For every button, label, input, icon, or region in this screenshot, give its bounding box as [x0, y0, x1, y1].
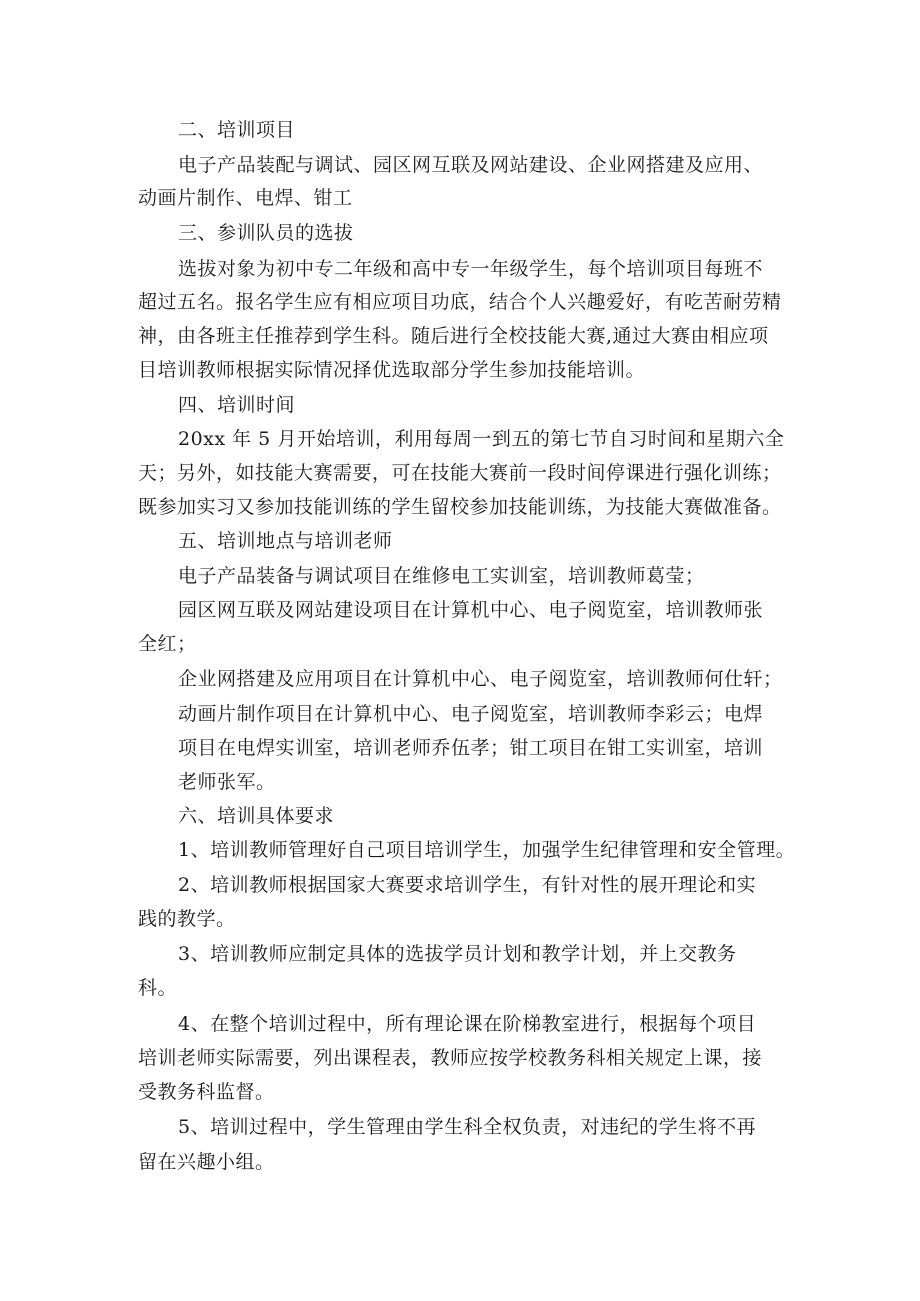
section-heading: 三、参训队员的选拔	[178, 222, 354, 244]
section-heading: 六、培训具体要求	[178, 805, 335, 827]
paragraph-line: 4、在整个培训过程中，所有理论课在阶梯教室进行，根据每个项目	[178, 1013, 757, 1035]
paragraph-line: 留在兴趣小组。	[138, 1151, 275, 1173]
paragraph-line: 项目在电焊实训室，培训老师乔伍孝；钳工项目在钳工实训室，培训	[178, 737, 764, 759]
paragraph-line: 2、培训教师根据国家大赛要求培训学生，有针对性的展开理论和实	[178, 874, 757, 896]
section-heading: 四、培训时间	[178, 394, 296, 416]
paragraph-line: 动画片制作、电焊、钳工	[138, 187, 353, 209]
paragraph-line: 园区网互联及网站建设项目在计算机中心、电子阅览室，培训教师张	[178, 599, 764, 621]
section-heading: 五、培训地点与培训老师	[178, 530, 393, 552]
paragraph-line: 20xx 年 5 月开始培训，利用每周一到五的第七节自习时间和星期六全	[178, 428, 785, 450]
paragraph-line: 超过五名。报名学生应有相应项目功底，结合个人兴趣爱好，有吃苦耐劳精	[138, 291, 782, 313]
paragraph-line: 选拔对象为初中专二年级和高中专一年级学生，每个培训项目每班不	[178, 258, 764, 280]
paragraph-line: 全红；	[138, 633, 197, 655]
paragraph-line: 神，由各班主任推荐到学生科。随后进行全校技能大赛,通过大赛由相应项	[138, 325, 769, 347]
paragraph-line: 践的教学。	[138, 908, 236, 930]
section-heading: 二、培训项目	[178, 119, 296, 141]
paragraph-line: 电子产品装备与调试项目在维修电工实训室，培训教师葛莹；	[178, 565, 705, 587]
paragraph-line: 5、培训过程中，学生管理由学生科全权负责，对违纪的学生将不再	[178, 1116, 757, 1138]
paragraph-line: 3、培训教师应制定具体的选拔学员计划和教学计划，并上交教务	[178, 943, 737, 965]
paragraph-line: 动画片制作项目在计算机中心、电子阅览室，培训教师李彩云；电焊	[178, 703, 764, 725]
paragraph-line: 企业网搭建及应用项目在计算机中心、电子阅览室，培训教师何仕轩；	[178, 668, 783, 690]
paragraph-line: 受教务科监督。	[138, 1081, 275, 1103]
paragraph-line: 1、培训教师管理好自己项目培训学生，加强学生纪律管理和安全管理。	[178, 839, 796, 861]
paragraph-line: 天；另外，如技能大赛需要，可在技能大赛前一段时间停课进行强化训练；	[138, 462, 782, 484]
paragraph-line: 培训老师实际需要，列出课程表，教师应按学校教务科相关规定上课，接	[138, 1047, 763, 1069]
paragraph-line: 老师张军。	[178, 771, 276, 793]
paragraph-line: 科。	[138, 977, 178, 999]
paragraph-line: 既参加实习又参加技能训练的学生留校参加技能训练，为技能大赛做准备。	[138, 496, 782, 518]
paragraph-line: 目培训教师根据实际情况择优选取部分学生参加技能培训。	[138, 359, 646, 381]
paragraph-line: 电子产品装配与调试、园区网互联及网站建设、企业网搭建及应用、	[178, 154, 764, 176]
